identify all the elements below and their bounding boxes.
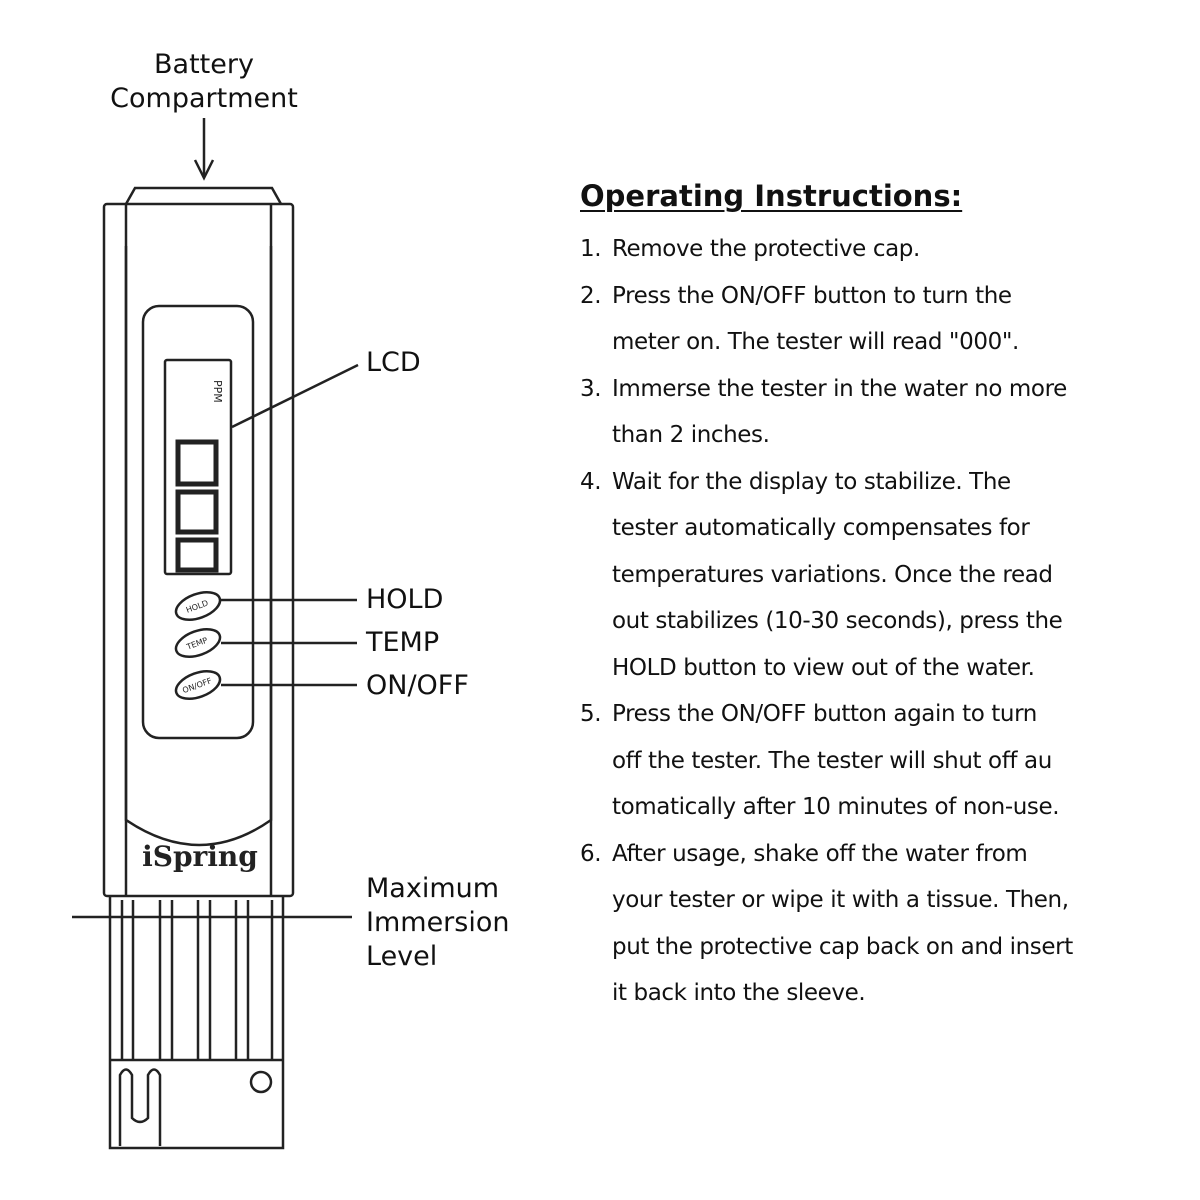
step-text bbox=[612, 691, 1059, 831]
step-text-line: than 2 inches. bbox=[612, 422, 770, 448]
instruction-step bbox=[580, 831, 1180, 1017]
step-number: 1. bbox=[580, 236, 602, 262]
onoff-label: ON/OFF bbox=[366, 670, 469, 701]
lcd-unit-label: PPM bbox=[211, 380, 224, 403]
lcd-leader bbox=[232, 365, 358, 427]
step-text-line: it back into the sleeve. bbox=[612, 980, 866, 1006]
step-text-line: tomatically after 10 minutes of non-use. bbox=[612, 794, 1060, 820]
step-text-line: After usage, shake off the water from bbox=[612, 840, 1028, 867]
lcd-digits bbox=[178, 442, 216, 570]
battery-cap bbox=[126, 188, 281, 204]
hold-button-label: HOLD bbox=[184, 598, 210, 615]
step-text-line: out stabilizes (10-30 seconds), press the bbox=[612, 608, 1063, 634]
step-text-line: HOLD button to view out of the water. bbox=[612, 654, 1035, 681]
step-text-line: Wait for the display to stabilize. The bbox=[612, 468, 1011, 495]
step-text-line: temperatures variations. Once the read bbox=[612, 561, 1053, 588]
step-number: 3. bbox=[580, 375, 602, 402]
leader-lines bbox=[221, 365, 358, 685]
step-text-line: Immerse the tester in the water no more bbox=[612, 375, 1067, 402]
onoff-button-label: ON/OFF bbox=[181, 676, 214, 696]
step-number: 4. bbox=[580, 468, 602, 495]
instruction-step bbox=[580, 691, 1180, 831]
immersion-label-line-2: Immersion bbox=[366, 907, 510, 938]
immersion-level-label bbox=[366, 872, 509, 974]
step-text bbox=[612, 366, 1067, 459]
step-number: 5. bbox=[580, 701, 602, 727]
battery-compartment-label bbox=[104, 48, 304, 116]
step-text bbox=[612, 226, 920, 273]
step-text bbox=[612, 459, 1062, 692]
inner-panel-outline bbox=[126, 246, 271, 845]
step-text bbox=[612, 831, 1073, 1017]
immersion-label-line-3: Level bbox=[366, 941, 438, 972]
step-text bbox=[612, 273, 1019, 366]
step-text-line: meter on. The tester will read "000". bbox=[612, 329, 1019, 355]
immersion-label-line-1: Maximum bbox=[366, 873, 500, 904]
lcd-label: LCD bbox=[366, 347, 421, 378]
instruction-step bbox=[580, 273, 1180, 366]
step-text-line: off the tester. The tester will shut off au bbox=[612, 747, 1052, 774]
step-number: 2. bbox=[580, 282, 602, 309]
step-number: 6. bbox=[580, 840, 602, 867]
instruction-step bbox=[580, 459, 1180, 692]
battery-label-line-2: Compartment bbox=[110, 83, 298, 114]
step-text-line: Press the ON/OFF button again to turn bbox=[612, 701, 1037, 727]
battery-arrow bbox=[195, 118, 213, 178]
step-text-line: Remove the protective cap. bbox=[612, 236, 920, 262]
instruction-step bbox=[580, 366, 1180, 459]
instruction-step bbox=[580, 226, 1180, 273]
meter-housing bbox=[104, 204, 293, 896]
temp-button-label: TEMP bbox=[185, 635, 209, 652]
probe bbox=[110, 896, 283, 1148]
step-text-line: Press the ON/OFF button to turn the bbox=[612, 282, 1012, 309]
step-text-line: put the protective cap back on and insert bbox=[612, 933, 1073, 960]
instructions-title: Operating Instructions: bbox=[580, 179, 963, 213]
temp-label: TEMP bbox=[366, 627, 440, 658]
operating-instructions bbox=[580, 176, 1180, 1017]
battery-label-line-1: Battery bbox=[154, 49, 254, 80]
step-text-line: tester automatically compensates for bbox=[612, 515, 1030, 541]
hold-label: HOLD bbox=[366, 584, 444, 615]
brand-logo-text: iSpring bbox=[142, 840, 258, 873]
step-text-line: your tester or wipe it with a tissue. Then, bbox=[612, 887, 1069, 913]
instructions-steps bbox=[580, 226, 1180, 1017]
probe-sensor-hole bbox=[251, 1072, 271, 1092]
